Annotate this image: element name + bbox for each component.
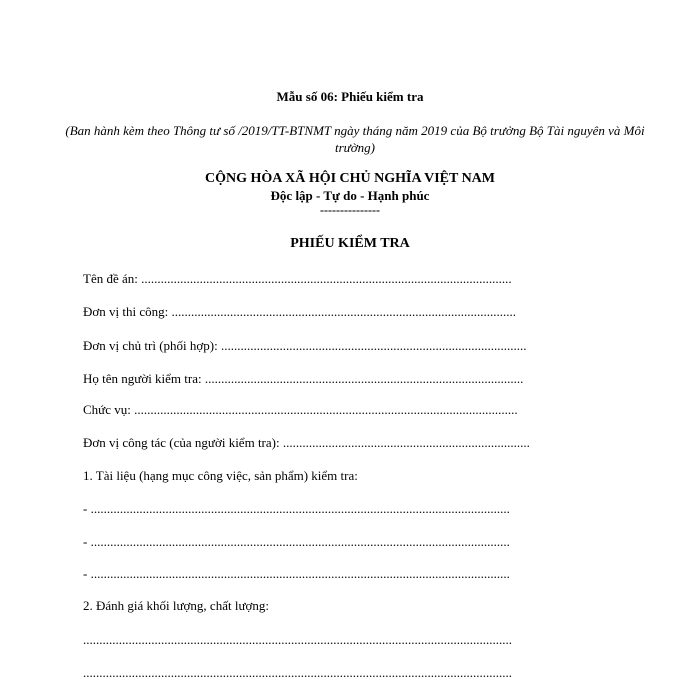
form-title: PHIẾU KIỂM TRA — [290, 236, 410, 251]
section1-line: - ................................................................................................................................. — [83, 534, 510, 549]
section2-line: .................................................................................................................................... — [83, 632, 512, 647]
field-inspector-unit: Đơn vị công tác (của người kiểm tra): ............................................................................ — [83, 435, 530, 450]
field-executing-unit: Đơn vị thi công: .......................................................................................................... — [83, 304, 516, 319]
field-position: Chức vụ: ...................................................................................................................... — [83, 402, 518, 417]
national-motto: Độc lập - Tự do - Hạnh phúc — [270, 188, 430, 203]
section1-line: - ................................................................................................................................. — [83, 501, 510, 516]
legal-note: (Ban hành kèm theo Thông tư số /2019/TT-BTNMT ngày tháng năm 2019 của Bộ trưởng Bộ Tài nguyên và Môi trường) — [65, 123, 645, 155]
field-project-name: Tên đề án: .................................................................................................................. — [83, 271, 512, 286]
section1-line: - ................................................................................................................................. — [83, 566, 510, 581]
section2-line: .................................................................................................................................... — [83, 665, 512, 680]
header-divider: --------------- — [320, 203, 380, 217]
national-title: CỘNG HÒA XÃ HỘI CHỦ NGHĨA VIỆT NAM — [204, 171, 495, 186]
field-inspector-name: Họ tên người kiểm tra: .................................................................................................. — [83, 371, 524, 386]
form-code: Mẫu số 06: Phiếu kiểm tra — [276, 89, 424, 104]
section1-heading: 1. Tài liệu (hạng mục công việc, sản phẩm) kiểm tra: — [83, 468, 358, 483]
section2-heading: 2. Đánh giá khối lượng, chất lượng: — [83, 598, 269, 613]
field-lead-unit: Đơn vị chủ trì (phối hợp): .............................................................................................. — [83, 338, 527, 353]
